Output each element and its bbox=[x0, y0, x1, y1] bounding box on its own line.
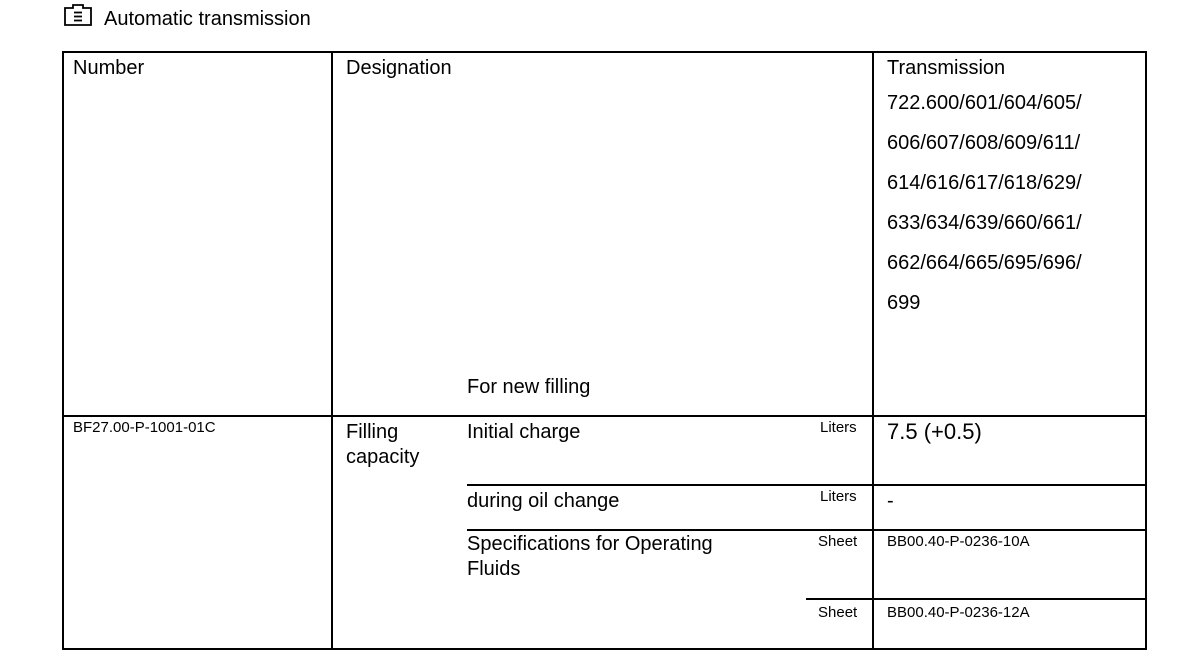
item-designation: during oil change bbox=[467, 490, 620, 512]
transmission-model-line: 722.600/601/604/605/ bbox=[887, 92, 1082, 114]
item-designation: Specifications for Operating Fluids bbox=[467, 533, 713, 580]
item-value: BB00.40-P-0236-12A bbox=[887, 604, 1030, 621]
item-value: - bbox=[887, 490, 894, 512]
column-header-designation: Designation bbox=[346, 57, 452, 79]
category-filling-capacity: Filling capacity bbox=[346, 421, 420, 468]
transmission-model-list bbox=[887, 83, 1082, 323]
clipboard-list-icon bbox=[64, 4, 92, 26]
column-header-transmission: Transmission bbox=[887, 57, 1006, 79]
page-title: Automatic transmission bbox=[104, 8, 311, 30]
item-value: 7.5 (+0.5) bbox=[887, 419, 982, 444]
transmission-model-line: 699 bbox=[887, 292, 921, 314]
item-unit: Liters bbox=[820, 419, 857, 436]
transmission-model-line: 606/607/608/609/611/ bbox=[887, 132, 1081, 154]
item-unit: Liters bbox=[820, 488, 857, 505]
column-header-number: Number bbox=[73, 57, 145, 79]
row-number: BF27.00-P-1001-01C bbox=[73, 419, 216, 436]
item-designation: Initial charge bbox=[467, 421, 581, 443]
transmission-model-line: 633/634/639/660/661/ bbox=[887, 212, 1082, 234]
subheading-new-filling: For new filling bbox=[467, 376, 591, 398]
transmission-model-line: 614/616/617/618/629/ bbox=[887, 172, 1082, 194]
transmission-model-line: 662/664/665/695/696/ bbox=[887, 252, 1082, 274]
item-unit: Sheet bbox=[818, 533, 858, 550]
item-value: BB00.40-P-0236-10A bbox=[887, 533, 1030, 550]
item-unit: Sheet bbox=[818, 604, 858, 621]
